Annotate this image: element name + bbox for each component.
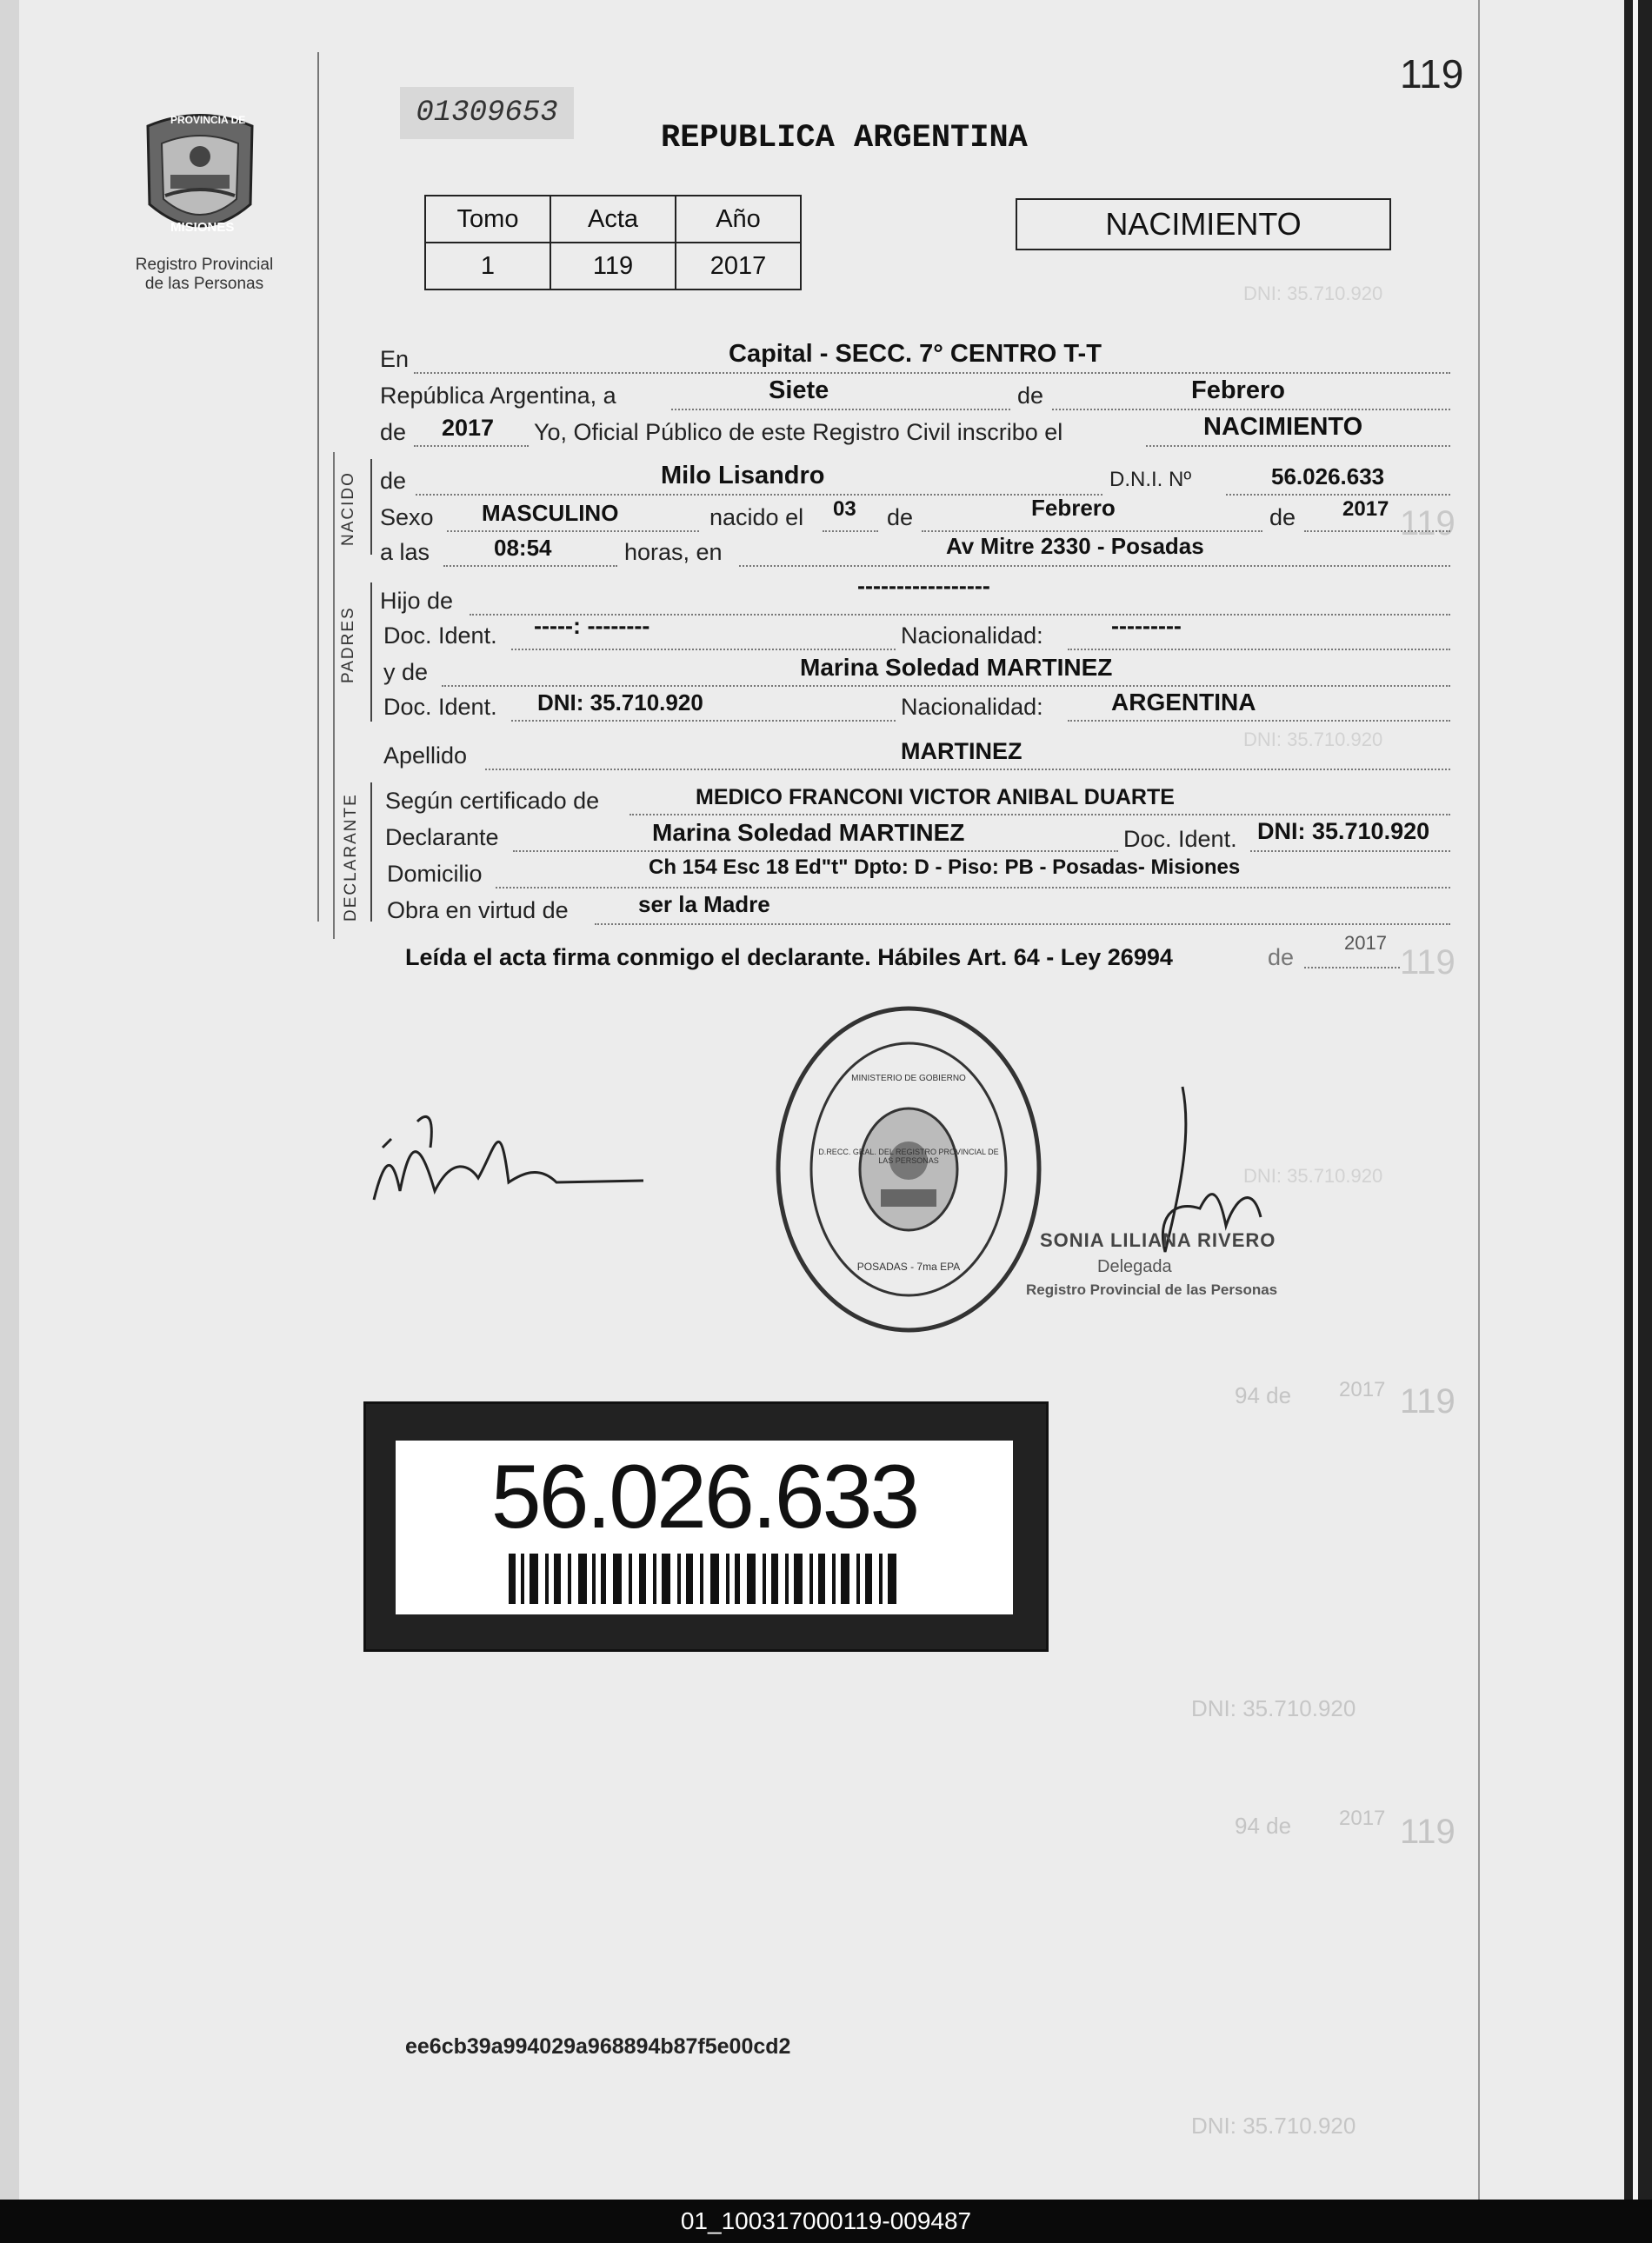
field-anio-final: [1304, 932, 1400, 968]
label-doc-ident-declarante: Doc. Ident.: [1123, 826, 1237, 852]
value-certificado: MEDICO FRANCONI VICTOR ANIBAL DUARTE: [696, 785, 1175, 809]
label-en: En: [380, 346, 410, 372]
value-dni: 56.026.633: [1271, 463, 1385, 489]
value-mes: Febrero: [1191, 376, 1285, 404]
field-padre-doc: [511, 613, 896, 650]
field-dni: [1226, 463, 1450, 496]
value-acto: NACIMIENTO: [1203, 413, 1363, 441]
field-acto: [1146, 414, 1450, 447]
field-nacido-anio: [1304, 499, 1450, 532]
value-nacido-anio: 2017: [1342, 497, 1389, 521]
stamp-outer-text: D.RECC. GRAL. DEL REGISTRO PROVINCIAL DE LAS PERSONAS: [818, 1148, 999, 1165]
field-obra-en-virtud: [595, 892, 1450, 925]
registry-value-acta: 119: [550, 243, 676, 290]
field-certificado: [629, 782, 1450, 815]
ghost-text: DNI: 35.710.920: [1191, 2113, 1356, 2139]
field-nombre: [416, 463, 1102, 496]
section-bracket-padres: [370, 582, 372, 722]
value-nacido-mes: Febrero: [1031, 495, 1116, 521]
label-de-nacido-anio: de: [1269, 504, 1296, 530]
right-margin-line: [1478, 0, 1480, 2200]
sticker-number: 56.026.633: [490, 1447, 918, 1547]
stamp-bottom-text: POSADAS - 7ma EPA: [856, 1261, 961, 1273]
ghost-text: 2017: [1339, 1378, 1386, 1401]
registry-value-row: [425, 243, 801, 290]
official-stamp: [769, 1000, 1048, 1339]
official-office: Registro Provincial de las Personas: [1026, 1281, 1278, 1298]
registry-header-row: [425, 196, 801, 243]
field-lugar-nacimiento: [739, 534, 1450, 567]
field-hora: [443, 534, 617, 567]
id-sticker: [363, 1401, 1049, 1652]
field-sexo: [447, 499, 699, 532]
registry-value-tomo: 1: [425, 243, 550, 290]
section-label-declarante: DECLARANTE: [342, 793, 360, 922]
label-de-anio: de: [380, 419, 407, 445]
value-hora: 08:54: [494, 535, 552, 561]
document-hash: ee6cb39a994029a968894b87f5e00cd2: [405, 2034, 791, 2059]
serial-number: 01309653: [400, 87, 574, 139]
field-padre-nac: [1068, 613, 1450, 650]
value-madre: Marina Soledad MARTINEZ: [800, 654, 1113, 681]
ghost-text: DNI: 35.710.920: [1191, 1695, 1356, 1721]
label-nacionalidad-madre: Nacionalidad:: [901, 694, 1043, 720]
declarant-signature: [365, 1095, 678, 1217]
label-hijo-de: Hijo de: [380, 588, 454, 614]
value-anio-final: 2017: [1344, 932, 1387, 954]
section-label-padres: PADRES: [339, 606, 357, 683]
ghost-text: DNI: 35.710.920: [1243, 1165, 1383, 1187]
left-margin-line: [317, 52, 319, 922]
value-padre-nac: ---------: [1111, 613, 1182, 639]
value-padre: -----------------: [857, 573, 990, 599]
label-declarante: Declarante: [385, 824, 499, 850]
field-padre: [470, 573, 1450, 616]
field-declarante-doc: [1250, 819, 1450, 852]
field-mes: [1052, 377, 1450, 410]
field-anio: [414, 414, 529, 447]
ghost-text: DNI: 35.710.920: [1243, 283, 1383, 304]
logo-caption-line-2: de las Personas: [144, 275, 264, 293]
ghost-text: 94 de: [1235, 1813, 1292, 1839]
scan-edge-highlight: [1633, 0, 1638, 2200]
field-domicilio: [496, 855, 1450, 889]
ghost-text: 2017: [1339, 1807, 1386, 1830]
label-horas-en: horas, en: [624, 539, 723, 565]
record-type-box: NACIMIENTO: [1016, 198, 1391, 250]
registry-value-anio: 2017: [676, 243, 801, 290]
label-obra-en-virtud: Obra en virtud de: [387, 897, 569, 923]
registry-table: [424, 195, 802, 290]
barcode-icon: [509, 1554, 900, 1604]
field-lugar: [414, 341, 1450, 374]
field-nacido-dia: [823, 499, 878, 532]
value-declarante-doc: DNI: 35.710.920: [1257, 818, 1430, 844]
value-madre-doc: DNI: 35.710.920: [537, 689, 703, 715]
label-sexo: Sexo: [380, 504, 434, 530]
left-margin-line-2: [333, 452, 335, 939]
label-doc-ident-madre: Doc. Ident.: [383, 694, 497, 720]
label-de-final: de: [1268, 944, 1295, 970]
logo-caption: [113, 256, 296, 294]
value-obra-en-virtud: ser la Madre: [638, 891, 770, 917]
section-label-nacido: NACIDO: [339, 471, 357, 546]
label-yo-oficial: Yo, Oficial Público de este Registro Civil inscribo el: [534, 419, 1063, 445]
field-madre-doc: [511, 689, 896, 722]
field-dia: [671, 377, 1010, 410]
value-madre-nac: ARGENTINA: [1111, 689, 1256, 715]
official-stamp-icon: [769, 1000, 1048, 1339]
logo-caption-line-1: Registro Provincial: [135, 256, 274, 274]
official-name: SONIA LILIANA RIVERO: [1040, 1229, 1276, 1251]
official-title: Delegada: [1097, 1257, 1172, 1276]
province-logo: [139, 109, 261, 248]
registry-header-tomo: Tomo: [425, 196, 550, 243]
ghost-text: 94 de: [1235, 1382, 1292, 1408]
value-nombre: Milo Lisandro: [661, 462, 825, 489]
declarant-signature-icon: [365, 1095, 678, 1217]
label-y-de: y de: [383, 659, 429, 685]
ghost-text: 119: [1400, 943, 1455, 982]
field-declarante: [513, 819, 1118, 852]
logo-top-text: PROVINCIA DE: [170, 114, 246, 126]
label-domicilio: Domicilio: [387, 861, 483, 887]
ghost-text: 119: [1400, 1813, 1455, 1851]
field-nacido-mes: [922, 495, 1262, 532]
document-title: REPUBLICA ARGENTINA: [661, 120, 1028, 156]
habiles-statement: Leída el acta firma conmigo el declarante. Hábiles Art. 64 - Ley 26994: [405, 944, 1173, 970]
registry-header-anio: Año: [676, 196, 801, 243]
value-domicilio: Ch 154 Esc 18 Ed"t" Dpto: D - Piso: PB - Posadas- Misiones: [649, 855, 1241, 879]
value-lugar-nacimiento: Av Mitre 2330 - Posadas: [946, 533, 1204, 559]
value-dia: Siete: [769, 376, 829, 404]
ghost-text: 119: [1400, 1382, 1455, 1421]
value-padre-doc: -----: --------: [534, 613, 650, 639]
ghost-text: DNI: 35.710.920: [1243, 729, 1383, 750]
label-nacionalidad-padre: Nacionalidad:: [901, 622, 1043, 649]
label-republica: República Argentina, a: [380, 383, 616, 409]
footer-code: 01_100317000119-009487: [0, 2200, 1652, 2243]
id-sticker-inner: [396, 1441, 1013, 1614]
label-de-mes: de: [1017, 383, 1044, 409]
stamp-inner-text: MINISTERIO DE GOBIERNO: [851, 1074, 966, 1083]
label-de-nombre: de: [380, 468, 407, 494]
value-nacido-dia: 03: [833, 497, 856, 521]
scan-edge: [1624, 0, 1652, 2200]
page-number: 119: [1400, 51, 1464, 97]
value-sexo: MASCULINO: [482, 500, 619, 526]
label-a-las: a las: [380, 539, 430, 565]
value-declarante: Marina Soledad MARTINEZ: [652, 819, 965, 846]
label-dni-no: D.N.I. Nº: [1109, 468, 1192, 491]
label-apellido: Apellido: [383, 742, 468, 769]
ghost-text: 119: [1400, 504, 1455, 542]
label-nacido-el: nacido el: [709, 504, 804, 530]
label-de-nacido-mes: de: [887, 504, 914, 530]
field-madre: [442, 654, 1450, 687]
section-bracket-declarante: [370, 782, 372, 922]
value-apellido: MARTINEZ: [901, 738, 1023, 764]
value-lugar: Capital - SECC. 7° CENTRO T-T: [729, 340, 1102, 368]
field-madre-nac: [1068, 689, 1450, 722]
logo-bottom-text: MISIONES: [170, 220, 235, 235]
label-segun-certificado: Según certificado de: [385, 788, 600, 814]
label-doc-ident-padre: Doc. Ident.: [383, 622, 497, 649]
field-apellido: [485, 737, 1450, 770]
registry-header-acta: Acta: [550, 196, 676, 243]
value-anio: 2017: [442, 415, 495, 441]
section-bracket-nacido: [370, 459, 372, 555]
